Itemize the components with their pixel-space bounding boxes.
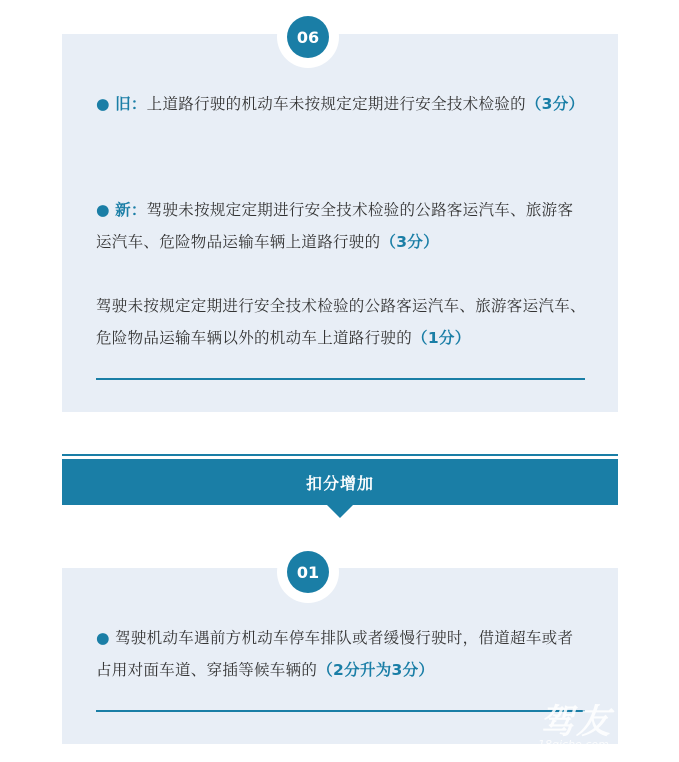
- old-rule-points: （3分）: [525, 95, 585, 113]
- section-banner: [62, 459, 618, 505]
- watermark-logo: 驾友: [540, 702, 612, 742]
- banner-top-line: [62, 454, 618, 456]
- bullet-icon: ●: [96, 629, 110, 647]
- other-rule-text: 驾驶未按规定定期进行安全技术检验的公路客运汽车、旅游客运汽车、危险物品运输车辆以外的机动车上道路行驶的: [96, 297, 586, 347]
- new-rule-points: （3分）: [380, 233, 439, 251]
- divider-line: [96, 710, 585, 712]
- new-label: 新：: [115, 201, 147, 219]
- banner-title: 扣分增加: [305, 473, 374, 493]
- badge-number: 01: [287, 551, 329, 593]
- banner-pointer-icon: [327, 505, 353, 518]
- old-rule-text: 上道路行驶的机动车未按规定定期进行安全技术检验的: [146, 95, 526, 113]
- other-rule-paragraph: [96, 290, 588, 354]
- other-rule-points: （1分）: [412, 329, 471, 347]
- divider-line: [96, 378, 585, 380]
- overtaking-rule-points: （2分升为3分）: [317, 661, 435, 679]
- bullet-icon: ●: [96, 201, 110, 219]
- overtaking-rule-text: 驾驶机动车遇前方机动车停车排队或者缓慢行驶时，借道超车或者占用对面车道、穿插等候车辆的: [96, 629, 574, 679]
- new-rule-paragraph: [96, 194, 588, 258]
- badge-number: 06: [287, 16, 329, 58]
- old-label: 旧：: [115, 95, 147, 113]
- new-rule-text: 驾驶未按规定定期进行安全技术检验的公路客运汽车、旅游客运汽车、危险物品运输车辆上道路行驶的: [96, 201, 574, 251]
- watermark-domain: 18qiche.com: [538, 738, 609, 751]
- old-rule-paragraph: [96, 88, 588, 120]
- number-badge-01: [277, 541, 339, 603]
- overtaking-rule-paragraph: [96, 622, 588, 686]
- number-badge-06: [277, 6, 339, 68]
- bullet-icon: ●: [96, 95, 110, 113]
